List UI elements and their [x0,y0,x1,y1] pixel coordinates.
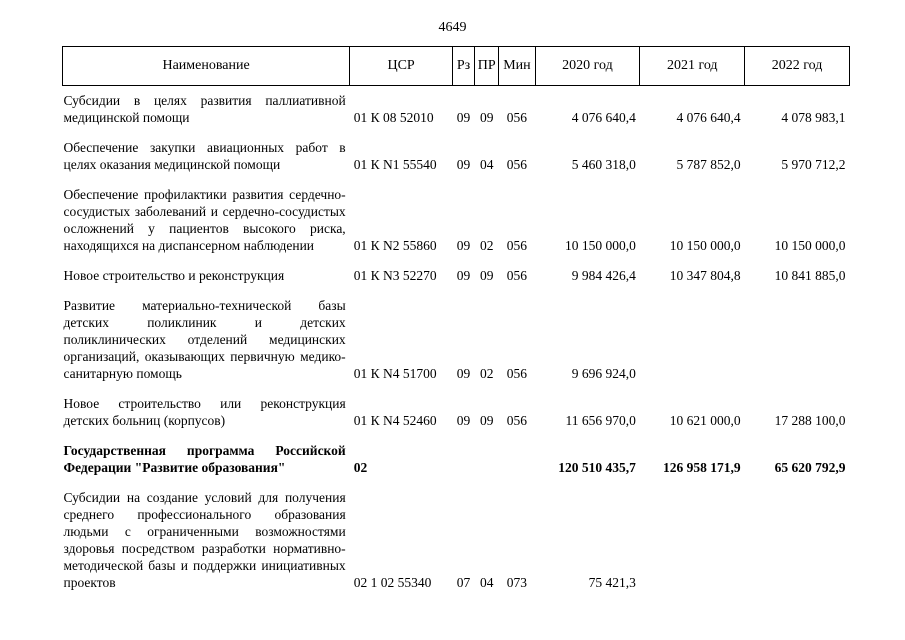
table-row [63,479,850,594]
row-2020: 4 076 640,4 [571,110,636,125]
row-rz [452,432,474,479]
row-min: 073 [506,575,528,590]
row-2022: 10 150 000,0 [774,238,846,253]
row-csr: 01 К N2 55860 [353,238,437,253]
row-2021 [640,479,745,594]
row-2022 [745,287,850,385]
row-rz: 07 [456,575,471,590]
row-pr: 09 [479,110,494,125]
row-2022 [745,479,850,594]
row-2022: 4 078 983,1 [781,110,846,125]
row-csr: 01 К N4 52460 [353,413,437,428]
table-row [63,129,850,176]
row-pr: 09 [479,413,494,428]
row-rz: 09 [456,110,471,125]
row-rz: 09 [456,413,471,428]
row-pr [475,432,499,479]
header-csr: ЦСР [350,47,453,86]
row-rz: 09 [456,268,471,283]
row-csr: 01 К 08 52010 [353,110,434,125]
row-min: 056 [506,268,528,283]
row-csr: 01 К N3 52270 [353,268,437,283]
table-row-program [63,432,850,479]
row-2020: 9 984 426,4 [571,268,636,283]
table-row [63,86,850,130]
row-pr: 09 [479,268,494,283]
row-2022: 17 288 100,0 [774,413,846,428]
table-row [63,257,850,287]
row-name: Обеспечение профилактики развития сердечно-сосудистых заболеваний и сердечно-сосудистых осложнений у пациентов высокого риска, находящихся на диспансерном наблюдении [63,187,346,253]
row-2021 [640,287,745,385]
table-row [63,385,850,432]
row-2021: 5 787 852,0 [676,157,741,172]
row-2021: 126 958 171,9 [663,460,741,475]
table-row [63,287,850,385]
row-min: 056 [506,238,528,253]
page-number: 4649 [438,20,467,35]
row-min: 056 [506,110,528,125]
row-name: Развитие материально-технической базы детских поликлиник и детских поликлинических отделений медицинских организаций, оказывающих первичную медико-санитарную помощь [63,298,346,381]
row-min: 056 [506,157,528,172]
row-pr: 02 [479,238,494,253]
row-2022: 65 620 792,9 [774,460,846,475]
row-name: Новое строительство и реконструкция [63,268,285,283]
row-min: 056 [506,366,528,381]
table-row [63,176,850,257]
row-csr: 01 К N4 51700 [353,366,437,381]
header-name: Наименование [63,47,350,86]
row-csr: 02 1 02 55340 [353,575,432,590]
row-name: Государственная программа Российской Федерации "Развитие образования" [63,443,346,475]
row-pr: 04 [479,575,494,590]
row-name: Субсидии в целях развития паллиативной медицинской помощи [63,93,346,125]
row-min: 056 [506,413,528,428]
row-2020: 11 656 970,0 [565,413,636,428]
row-name: Субсидии на создание условий для получения среднего профессионального образования людьми с ограниченными возможностями здоровья посредством разработки нормативно-методической базы и поддержки инициативных проектов [63,490,346,590]
row-2020: 75 421,3 [588,575,636,590]
row-rz: 09 [456,366,471,381]
row-name: Обеспечение закупки авиационных работ в целях оказания медицинской помощи [63,140,346,172]
row-pr: 04 [479,157,494,172]
header-min: Мин [499,47,535,86]
header-pr: ПР [475,47,499,86]
row-2020: 10 150 000,0 [564,238,636,253]
row-csr: 01 К N1 55540 [353,157,437,172]
row-2022: 5 970 712,2 [781,157,846,172]
header-2020: 2020 год [535,47,640,86]
row-2020: 5 460 318,0 [571,157,636,172]
row-pr: 02 [479,366,494,381]
row-min [499,432,535,479]
table-header-row [63,47,850,86]
row-2022: 10 841 885,0 [774,268,846,283]
header-rz: Рз [452,47,474,86]
row-rz: 09 [456,238,471,253]
row-2020: 120 510 435,7 [558,460,636,475]
row-2021: 4 076 640,4 [676,110,741,125]
row-2020: 9 696 924,0 [571,366,636,381]
row-rz: 09 [456,157,471,172]
row-name: Новое строительство или реконструкция детских больниц (корпусов) [63,396,346,428]
row-2021: 10 150 000,0 [669,238,741,253]
row-csr: 02 [353,460,368,475]
row-2021: 10 347 804,8 [669,268,741,283]
header-2022: 2022 год [745,47,850,86]
row-2021: 10 621 000,0 [669,413,741,428]
header-2021: 2021 год [640,47,745,86]
budget-table [62,46,850,594]
